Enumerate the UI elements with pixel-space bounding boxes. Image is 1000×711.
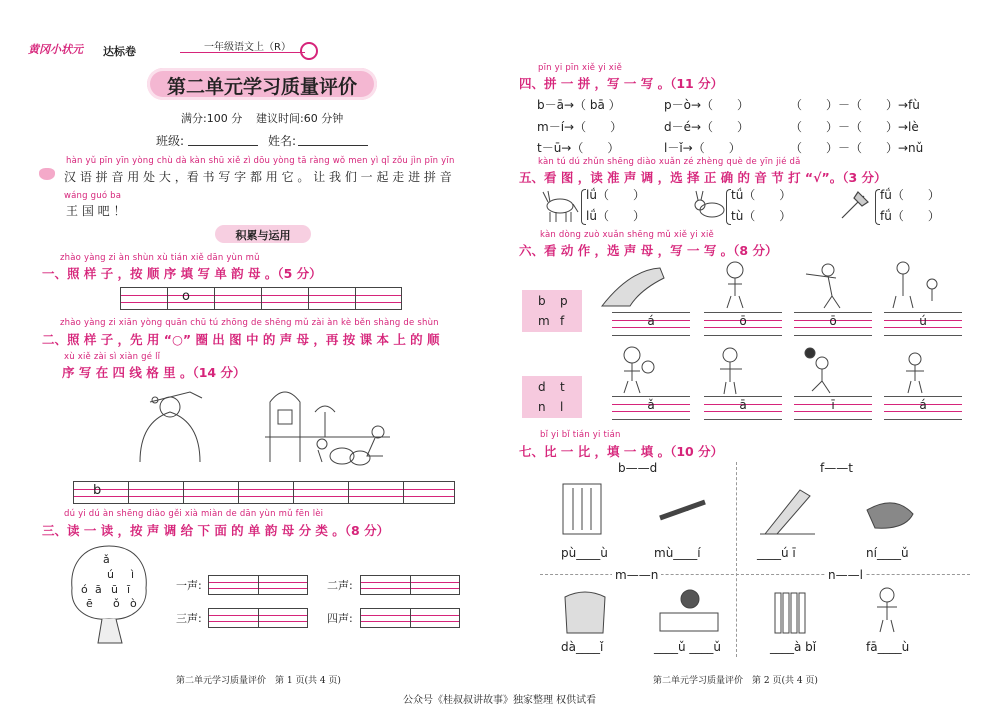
tree-vowel: ì — [131, 568, 135, 581]
tone-2-label: 二声: — [327, 579, 353, 592]
q7-word[interactable]: ____ú ī — [757, 546, 796, 560]
q7-pictures-bottom — [555, 585, 955, 637]
q4-row: （ ）－（ ）→fù — [790, 98, 920, 112]
q6-text: 六、看 动 作 ，选 声 母 ，写 一 写 。（8 分） — [519, 243, 778, 258]
suggested-time: 建议时间:60 分钟 — [256, 112, 344, 125]
initial-d: d — [538, 380, 546, 394]
q5-option[interactable]: tù（ ） — [731, 209, 792, 223]
class-label: 班级: — [156, 134, 185, 148]
q7-word[interactable]: fā____ù — [866, 640, 910, 654]
action-pictures-row-1 — [600, 260, 960, 312]
q5-text: 五、看 图 ，读 准 声 调 ，选 择 正 确 的 音 节 打 “√”。（3 分） — [519, 170, 887, 185]
initial-b: b — [538, 294, 546, 308]
q6-answer-box[interactable]: ī — [794, 396, 872, 420]
q4-row: （ ）－（ ）→nǔ — [790, 141, 924, 155]
tone-1-label: 一声: — [176, 579, 202, 592]
grade-label: 一年级语文上（R） — [204, 42, 291, 53]
tone-2-grid[interactable] — [360, 575, 460, 595]
tone-1-grid[interactable] — [208, 575, 308, 595]
q1-pinyin: zhào yàng zi àn shùn xù tián xiě dān yùn mǔ — [60, 253, 260, 263]
q6-answer-box[interactable]: ú — [884, 312, 962, 336]
rabbit-picture — [690, 190, 730, 220]
q5-option[interactable]: lǘ（ ） — [586, 188, 645, 202]
q7-word[interactable]: mù____í — [654, 546, 701, 560]
q1-text: 一、照 样 子 ，按 顺 序 填 写 单 韵 母 。（5 分） — [42, 266, 322, 281]
q4-row: b－ā→（ bā ） — [537, 98, 621, 112]
initial-f: f — [560, 314, 565, 328]
q7-horizontal-divider — [540, 574, 970, 575]
q6-answer-box[interactable]: á — [612, 312, 690, 336]
tree-vowel: ǒ — [113, 597, 120, 610]
q7-text: 七、比 一 比 ，填 一 填 。（10 分） — [519, 444, 724, 459]
butterfly-icon — [39, 168, 55, 180]
q5-option[interactable]: lǘ（ ） — [586, 209, 645, 223]
tree-vowel: ǎ — [103, 553, 110, 566]
q7-word[interactable]: pù____ù — [561, 546, 608, 560]
full-score: 满分:100 分 — [181, 112, 243, 125]
q7-word[interactable]: ____à bǐ — [770, 640, 817, 654]
intro-pinyin-1: hàn yǔ pīn yīn yòng chù dà kàn shū xiě zì dōu yòng tā ràng wǒ men yì qǐ zǒu jìn pīn yīn — [66, 156, 455, 166]
q2-scene-picture — [130, 382, 400, 472]
q7-word[interactable]: ____ǔ ____ǔ — [654, 640, 722, 654]
tree-vowel: ī — [127, 583, 131, 596]
donkey-picture — [540, 188, 580, 224]
q4-row: m－í→（ ） — [537, 120, 623, 134]
q4-pinyin: pīn yi pīn xiě yi xiě — [538, 63, 623, 73]
q6-answer-box[interactable]: ā — [704, 396, 782, 420]
initial-p: p — [560, 294, 568, 308]
q1-writing-grid[interactable] — [120, 287, 402, 310]
q6-answer-box[interactable]: ǎ — [612, 396, 690, 420]
initials-box-2 — [522, 376, 582, 418]
q6-answer-box[interactable]: á — [884, 396, 962, 420]
tree-vowel: ē — [86, 597, 93, 610]
tone-4-grid[interactable] — [360, 608, 460, 628]
tone-3-label: 三声: — [176, 612, 202, 625]
header-rule — [180, 52, 305, 53]
initial-t: t — [560, 380, 565, 394]
q3-text: 三、读 一 读 ，按 声 调 给 下 面 的 单 韵 母 分 类 。（8 分） — [42, 523, 390, 538]
q1-example: o — [182, 289, 190, 304]
q7-pictures-top — [555, 480, 955, 538]
q4-text: 四、拼 一 拼 ，写 一 写 。（11 分） — [519, 76, 724, 91]
q2-text-1: 二、照 样 子 ，先 用 “○” 圈 出 图 中 的 声 母 ，再 按 课 本 上 的 顺 — [42, 332, 440, 347]
q4-row: l－ǐ→（ ） — [664, 141, 741, 155]
name-label: 姓名: — [268, 134, 297, 148]
footer-bottom: 公众号《桂叔叔讲故事》独家整理 权供试看 — [403, 695, 597, 706]
q7-word[interactable]: dà____ǐ — [561, 640, 604, 654]
pair-b-d: b——d — [618, 461, 658, 475]
q2-pinyin-1: zhào yàng zi xiān yòng quān chū tú zhōng de shēng mǔ zài àn kè běn shàng de shùn — [60, 318, 439, 328]
tone-4-label: 四声: — [327, 612, 353, 625]
footer-left: 第二单元学习质量评价 第 1 页(共 4 页) — [176, 676, 341, 686]
q7-pinyin: bǐ yi bǐ tián yi tián — [540, 430, 621, 440]
q4-row: （ ）－（ ）→lè — [790, 120, 919, 134]
q2-text-2: 序 写 在 四 线 格 里 。（14 分） — [62, 365, 246, 380]
initial-m: m — [538, 314, 550, 328]
class-field[interactable] — [188, 145, 258, 146]
pair-f-t: f——t — [820, 461, 853, 475]
name-field[interactable] — [298, 145, 368, 146]
tree-vowel: ā — [95, 583, 102, 596]
pair-m-n: m——n — [612, 568, 661, 582]
q5-option[interactable]: fǘ（ ） — [880, 209, 940, 223]
q6-answer-box[interactable]: ō — [704, 312, 782, 336]
q5-pinyin: kàn tú dú zhǔn shēng diào xuǎn zé zhèng què de yīn jié dǎ — [538, 157, 801, 167]
initial-n: n — [538, 400, 546, 414]
q2-example: b — [93, 483, 102, 498]
q5-option[interactable]: fǘ（ ） — [880, 188, 940, 202]
brand-subtitle: 达标卷 — [103, 45, 136, 58]
q5-option[interactable]: tǘ（ ） — [731, 188, 792, 202]
header-swirl-icon — [300, 42, 318, 60]
q4-row: t－ū→（ ） — [537, 141, 620, 155]
intro-text-2: 王 国 吧 ！ — [66, 204, 126, 218]
q4-row: p－ò→（ ） — [664, 98, 750, 112]
tree-vowel: ū — [111, 583, 118, 596]
axe-picture — [838, 188, 874, 222]
tree-vowel: ó — [81, 583, 88, 596]
q4-row: d－é→（ ） — [664, 120, 750, 134]
q3-pinyin: dú yi dú àn shēng diào gěi xià miàn de dān yùn mǔ fēn lèi — [64, 509, 324, 519]
initials-box-1 — [522, 290, 582, 332]
pair-n-l: n——l — [825, 568, 866, 582]
action-pictures-row-2 — [600, 345, 960, 397]
q7-word[interactable]: ní____ǔ — [866, 546, 909, 560]
tone-3-grid[interactable] — [208, 608, 308, 628]
q2-pinyin-2: xù xiě zài sì xiàn gé lǐ — [64, 352, 161, 362]
intro-pinyin-2: wáng guó ba — [64, 191, 122, 201]
brand-logo: 黄冈小状元 — [28, 43, 83, 56]
footer-right: 第二单元学习质量评价 第 2 页(共 4 页) — [653, 676, 818, 686]
page-title: 第二单元学习质量评价 — [166, 76, 357, 98]
tree-vowel: ò — [130, 597, 137, 610]
q6-pinyin: kàn dòng zuò xuǎn shēng mǔ xiě yi xiě — [540, 230, 714, 240]
tree-vowel: ú — [107, 568, 114, 581]
section-title: 积累与运用 — [235, 229, 291, 242]
intro-text-1: 汉 语 拼 音 用 处 大 ，看 书 写 字 都 用 它 。 让 我 们 一 起 走 进 拼 音 — [64, 170, 452, 184]
initial-l: l — [560, 400, 564, 414]
q2-writing-grid[interactable] — [73, 481, 455, 504]
q6-answer-box[interactable]: ō — [794, 312, 872, 336]
